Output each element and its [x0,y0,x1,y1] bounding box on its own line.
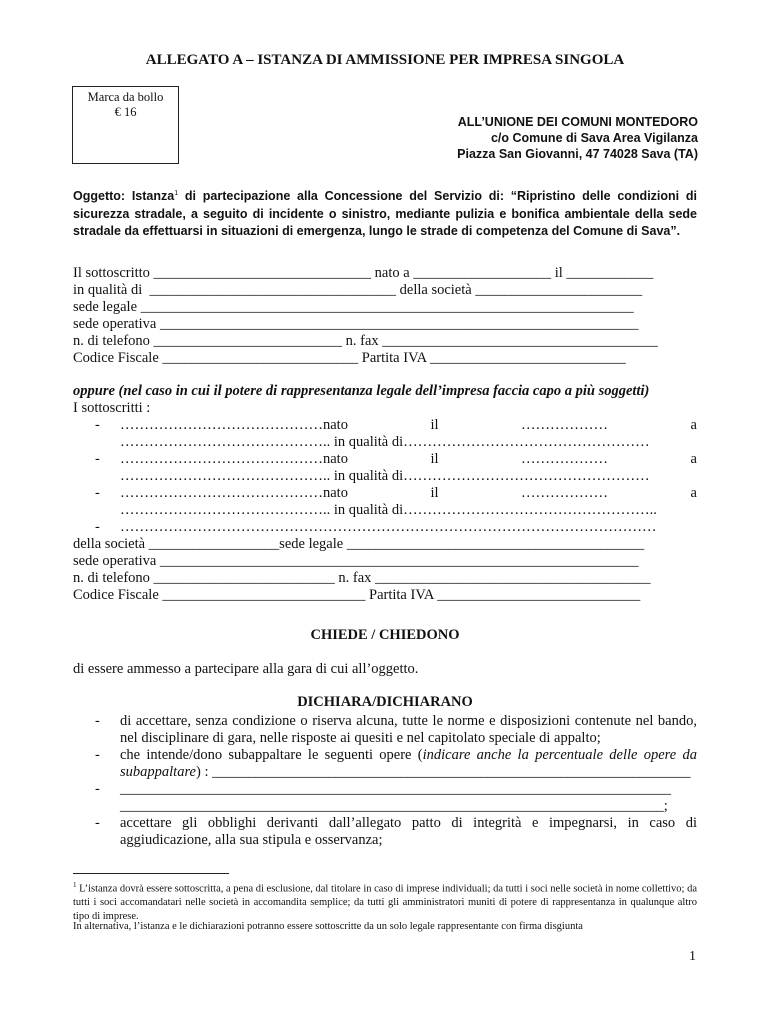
signer-a: a [690,451,697,467]
dichiara-heading: DICHIARA/DICHIARANO [297,694,473,710]
signer-full-row: ………………………………………………………………………………………………… [120,519,657,535]
form-line-telefono: n. di telefono __________________________ n. fax ______________________________________ [73,333,658,349]
signer-a: a [690,485,697,501]
sottoscritti-label: I sottoscritti : [73,400,151,416]
signer-il: il [430,485,439,501]
declaration-1: di accettare, senza condizione o riserva alcuna, tutte le norme e disposizioni contenute nel bando, nel disciplinare di gara, nelle risposte ai quesiti e nel capitolato speciale di appalto; [120,713,697,746]
recipient-line-2: c/o Comune di Sava Area Vigilanza [490,131,698,145]
form-line-codice-fiscale: Codice Fiscale ___________________________ Partita IVA ___________________________ [73,350,626,366]
signer-qualita-row: …………………………………….. in qualità di…………………………………………… [120,468,650,484]
signer-qualita-row: …………………………………….. in qualità di…………………………………………….. [120,502,657,518]
footnote-ref: 1 [174,190,179,197]
declaration-2-italic: indicare anche la percentuale delle opere da subappaltare [120,747,698,780]
recipient-address [457,114,698,162]
footnote-1 [73,879,697,923]
declaration-3-blank-2: ___________________________________________________________________________; [120,798,668,814]
document-title: ALLEGATO A – ISTANZA DI AMMISSIONE PER IMPRESA SINGOLA [145,52,625,68]
list-dash: - [95,713,100,729]
signer-il: il [430,451,439,467]
subject-paragraph [73,185,697,241]
form-line-sede-operativa: sede operativa __________________________________________________________________ [73,316,639,332]
signer-qualita-row: …………………………………….. in qualità di…………………………………………… [120,434,650,450]
stamp-label: Marca da bollo [87,90,164,104]
signer-row [120,417,697,434]
list-dash: - [95,781,100,797]
form-line-societa: della società __________________sede legale _________________________________________ [73,536,645,552]
declaration-3-blank-1: ____________________________________________________________________________ [120,781,671,797]
subject-label: Oggetto: Istanza [73,189,175,204]
form-line-sede-operativa-2: sede operativa __________________________________________________________________ [73,553,639,569]
declaration-2-text: che intende/dono subappaltare le seguenti opere ( [120,747,423,763]
signer-date: ……………… [521,485,609,501]
revenue-stamp-box [72,86,179,164]
declaration-2-blank: ) : __________________________________________________________________ [196,764,691,780]
list-dash: - [95,485,100,501]
signer-name-nato: ……………………………………nato [120,417,348,433]
signer-row [120,485,697,502]
ammesso-text: di essere ammesso a partecipare alla gara di cui all’oggetto. [73,661,419,677]
recipient-line-3: Piazza San Giovanni, 47 74028 Sava (TA) [457,147,698,161]
chiede-heading: CHIEDE / CHIEDONO [310,627,460,643]
footnote-2: In alternativa, l’istanza e le dichiarazioni potranno essere sottoscritte da un solo legale rappresentante con firma disgiunta [73,921,583,932]
form-line-codice-fiscale-2: Codice Fiscale ____________________________ Partita IVA ____________________________ [73,587,641,603]
stamp-amount: € 16 [114,105,137,119]
footnote-text: L’istanza dovrà essere sottoscritta, a pena di esclusione, dal titolare in caso di imprese individuali; da tutti i soci nelle società in nome collettivo; da tutti i soci accomandatari nelle società in accomandita semplice; da tutti gli amministratori muniti di potere di rappresentanza in qualunque altro tipo di imprese. [73,883,697,922]
signer-date: ……………… [521,417,609,433]
list-dash: - [95,451,100,467]
oppure-note: oppure (nel caso in cui il potere di rappresentanza legale dell’impresa faccia capo a più soggetti) [73,383,650,399]
page-number: 1 [689,949,696,964]
list-dash: - [95,747,100,763]
declaration-2 [120,747,697,781]
subject-text: di partecipazione alla Concessione del Servizio di: “Ripristino delle condizioni di sicurezza stradale, a seguito di incidente o sinistro, mediante pulizia e bonifica ambientale della sede stradale da effettuarsi in situazioni di emergenza, lungo le strade di competenza del Comune di Sava”. [73,189,698,239]
footnote-separator [73,873,229,874]
form-line-sede-legale: sede legale ____________________________________________________________________ [73,299,634,315]
signer-row [120,451,697,468]
form-line-qualita: in qualità di __________________________________ della società _______________________ [73,282,643,298]
list-dash: - [95,815,100,831]
form-line-sottoscritto: Il sottoscritto ______________________________ nato a ___________________ il ____________ [73,265,654,281]
list-dash: - [95,417,100,433]
signer-a: a [690,417,697,433]
list-dash: - [95,519,100,535]
declaration-4: accettare gli obblighi derivanti dall’allegato patto di integrità e impegnarsi, in caso di aggiudicazione, alla sua stipula e osservanza; [120,815,697,848]
recipient-line-1: ALL’UNIONE DEI COMUNI MONTEDORO [457,115,698,129]
signer-il: il [430,417,439,433]
footnote-number: 1 [73,881,77,889]
signer-date: ……………… [521,451,609,467]
signer-name-nato: ……………………………………nato [120,451,348,467]
signer-name-nato: ……………………………………nato [120,485,348,501]
form-line-telefono-2: n. di telefono _________________________ n. fax ______________________________________ [73,570,651,586]
